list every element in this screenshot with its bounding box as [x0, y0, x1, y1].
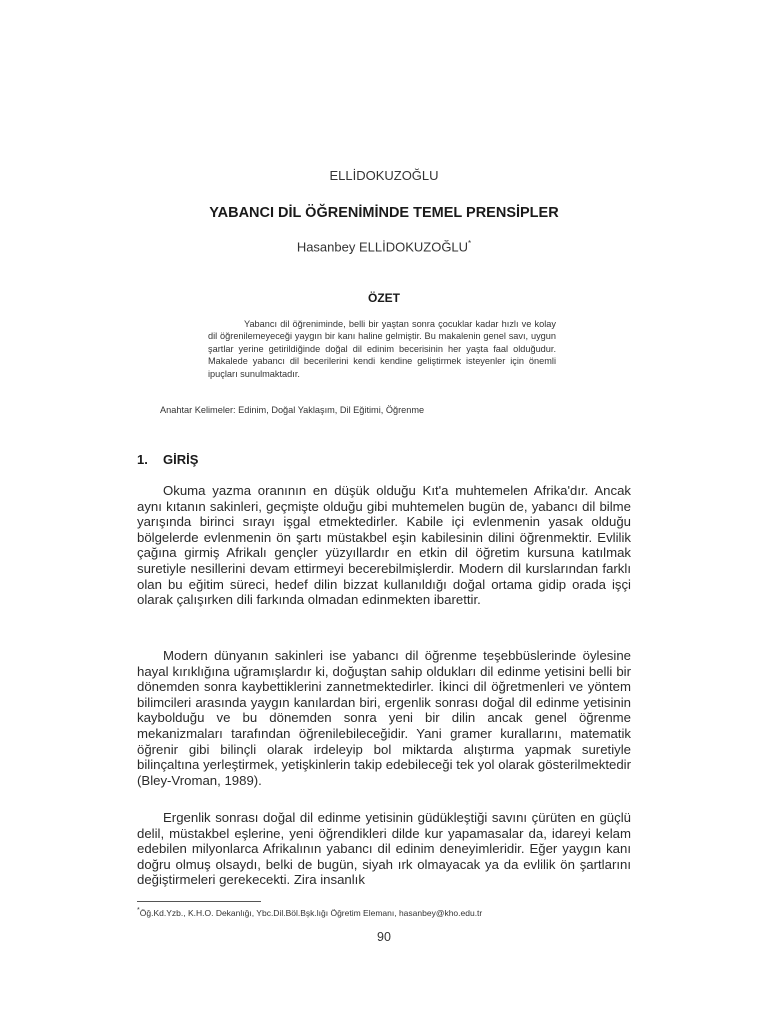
paragraph-3: Ergenlik sonrası doğal dil edinme yetisinin güdükleştiği savını çürüten en güçlü delil, müstakbel eşlerine, yeni öğrendikleri dilde kur yapamasalar da, idareyi kelam edebilen milyonlarca Afrikalının yabancı dil edinim deneyimleridir. Eğer yaygın kanı doğru olmuş olsaydı, belki de bugün, siyah ırk olmayacak ya da evlilik ön şartlarını değiştirmeleri gerekecekti. Zira insanlık [137, 810, 631, 888]
keywords: Anahtar Kelimeler: Edinim, Doğal Yaklaşım, Dil Eğitimi, Öğrenme [160, 405, 425, 415]
section-heading [137, 452, 198, 467]
author-line [0, 239, 768, 254]
page-number: 90 [377, 930, 391, 944]
footnote-divider [137, 901, 261, 902]
article-title: YABANCI DİL ÖĞRENİMİNDE TEMEL PRENSİPLER [209, 205, 559, 221]
footnote-mark: * [137, 906, 140, 914]
author-name: Hasanbey ELLİDOKUZOĞLU [296, 239, 469, 255]
author-footnote-mark: * [468, 239, 472, 248]
paragraph-1: Okuma yazma oranının en düşük olduğu Kıt'a muhtemelen Afrika'dır. Ancak aynı kıtanın sakinleri, geçmişte olduğu gibi muhtemelen bugün de, yabancı dil bilme yarışında birinci sırayı işgal etmektedirler. Kabile içi evlenmenin yasak olduğu bölgelerde evlenmenin ön şartı müstakbel eşin kabilesinin dilini öğrenmektir. Evlilik çağına girmiş Afrikalı gençler yüzyıllardır en etkin dil öğretim kursuna katılmak suretiyle nesillerini devam ettirmeyi becerebilmişlerdir. Modern dil kurslarından farklı olan bu eğitim süreci, hedef dilin bizzat kullanıldığı doğal ortama gidip orada işçi olarak çalışırken dili farkında olmadan edinmekten ibarettir. [137, 483, 631, 608]
footnote [137, 906, 631, 918]
running-head: ELLİDOKUZOĞLU [329, 168, 439, 183]
section-title: GİRİŞ [163, 452, 199, 467]
abstract-heading: ÖZET [368, 291, 400, 305]
footnote-text: Öğ.Kd.Yzb., K.H.O. Dekanlığı, Ybc.Dil.Böl.Bşk.lığı Öğretim Elemanı, hasanbey@kho.edu.tr [139, 907, 483, 918]
section-number: 1. [137, 452, 148, 467]
abstract-text: Yabancı dil öğreniminde, belli bir yaştan sonra çocuklar kadar hızlı ve kolay dil öğrenilemeyeceği yaygın bir kanı haline gelmiştir. Bu makalenin genel savı, uygun şartlar yerine getirildiğinde doğal dil edinim becerisinin her yaşta faal olduğudur. Makalede yabancı dil becerilerini kendi kendine geliştirmek isteyenler için önemli ipuçları sunulmaktadır. [208, 319, 556, 379]
paragraph-2: Modern dünyanın sakinleri ise yabancı dil öğrenme teşebbüslerinde öylesine hayal kırıklığına uğramışlardır ki, doğuştan sahip oldukları dil edinme yetisini belli bir dönemden sonra kaybettiklerini zannetmektedirler. İkinci dil öğretmenleri ve yöntem bilimcileri arasında yaygın kanılardan biri, ergenlik sonrası doğal dil edinme yetisinin kaybolduğu ve bu dönemden sonra yeni bir dilin ancak genel öğrenme mekanizmaları tarafından öğrenilebileceğidir. Yani gramer kurallarını, matematik öğrenir gibi bilinçli olarak irdeleyip bol miktarda alıştırma yapmak suretiyle bilinçaltına yerleştirmek, yetişkinlerin takip edebileceği tek yol olarak gösterilmektedir (Bley-Vroman, 1989). [137, 648, 631, 788]
